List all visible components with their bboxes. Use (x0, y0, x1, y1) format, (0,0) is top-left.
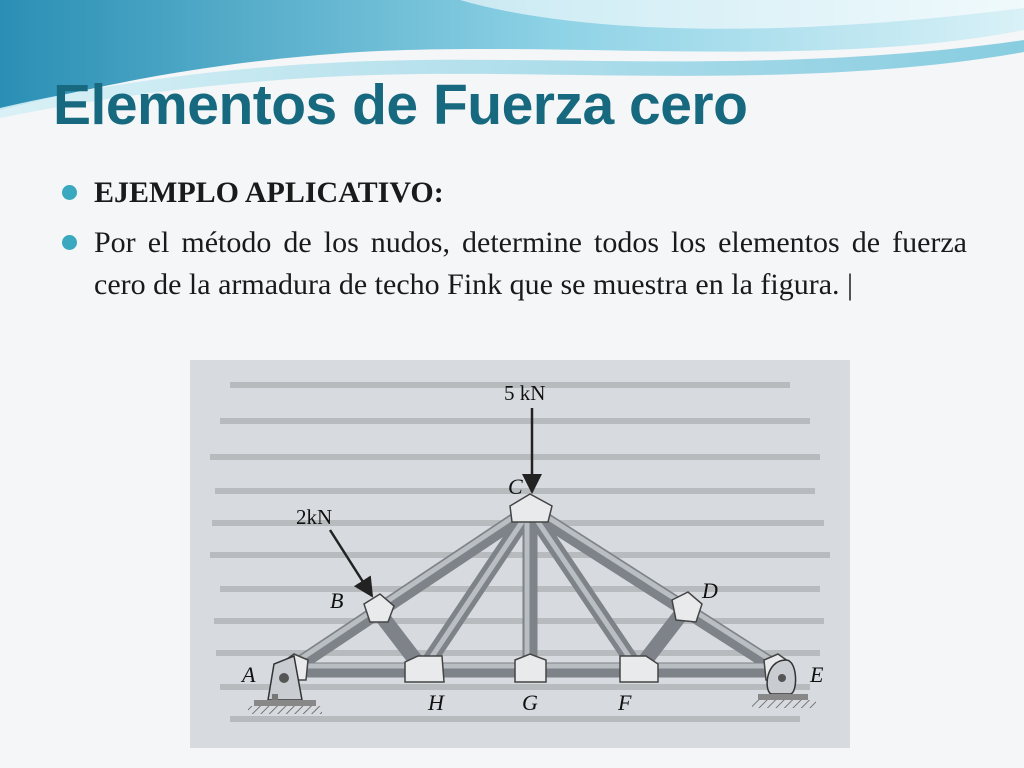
bullet-dot-icon (62, 185, 77, 200)
load-label-left: 2kN (296, 505, 333, 529)
gusset-H (405, 656, 444, 682)
node-label-E: E (810, 662, 824, 687)
node-label-F: F (618, 690, 632, 715)
node-label-G: G (522, 690, 538, 715)
bullet-item (62, 172, 967, 214)
bullet-dot-icon (62, 235, 77, 250)
slide-title: Elementos de Fuerza cero (53, 73, 748, 137)
node-label-B: B (330, 588, 344, 613)
node-label-A: A (242, 662, 256, 687)
node-label-C: C (508, 474, 523, 499)
bullet-text: Por el método de los nudos, determine todos los elementos de fuerza cero de la armadura de techo Fink que se muestra en la figura. | (94, 226, 967, 301)
load-label-top: 5 kN (504, 381, 546, 405)
gusset-F (620, 656, 658, 682)
bullet-text: EJEMPLO APLICATIVO: (94, 176, 444, 209)
fink-truss-figure (190, 360, 850, 748)
gusset-G (515, 654, 546, 682)
bullet-item (62, 222, 967, 306)
node-label-D: D (702, 578, 718, 603)
node-label-H: H (428, 690, 444, 715)
bullet-list (62, 172, 967, 314)
